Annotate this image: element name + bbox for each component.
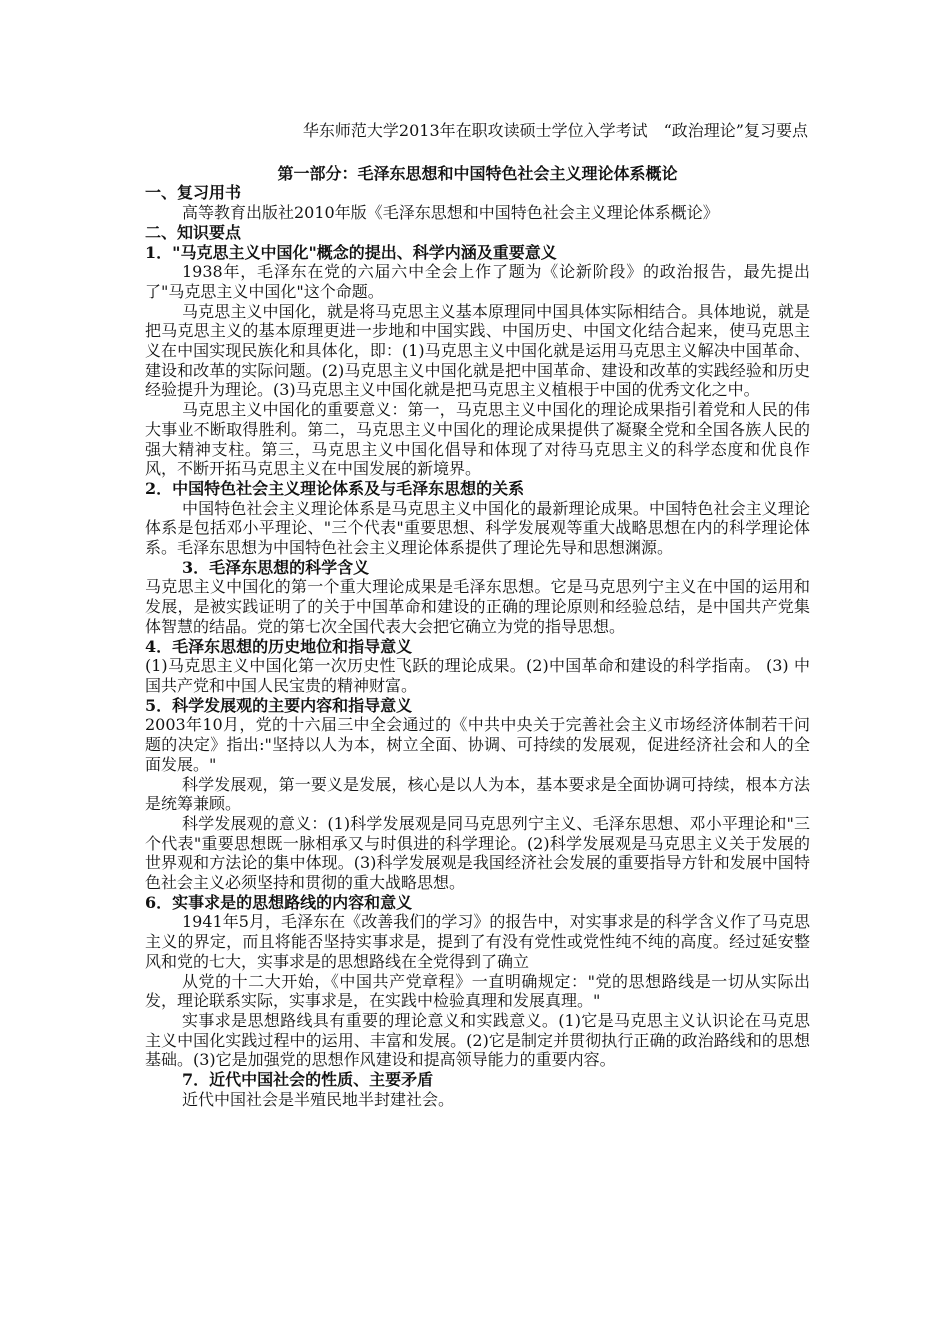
review-book-text: 高等教育出版社2010年版《毛泽东思想和中国特色社会主义理论体系概论》 [182,203,719,223]
item-1-paragraph: 1938年，毛泽东在党的六届六中全会上作了题为《论新阶段》的政治报告，最先提出了"马克思主义中国化"这个命题。 [145,262,810,301]
document-title: 华东师范大学2013年在职攻读硕士学位入学考试 “政治理论”复习要点 [302,121,808,140]
item-4-paragraph: (1)马克思主义中国化第一次历史性飞跃的理论成果。(2)中国革命和建设的科学指南。 (3) 中国共产党和中国人民宝贵的精神财富。 [145,656,810,695]
item-3-paragraph: 马克思主义中国化的第一个重大理论成果是毛泽东思想。它是马克思列宁主义在中国的运用和发展，是被实践证明了的关于中国革命和建设的正确的理论原则和经验总结，是中国共产党集体智慧的结晶。党的第七次全国代表大会把它确立为党的指导思想。 [145,577,810,636]
item-5-paragraph: 科学发展观，第一要义是发展，核心是以人为本，基本要求是全面协调可持续，根本方法是统筹兼顾。 [145,774,810,814]
item-5-heading: 5．科学发展观的主要内容和指导意义 [145,695,413,715]
item-5-paragraph: 科学发展观的意义：(1)科学发展观是同马克思列宁主义、毛泽东思想、邓小平理论和"三个代表"重要思想既一脉相承又与时俱进的科学理论。(2)科学发展观是马克思主义关于发展的世界观和方法论的集中体现。(3)科学发展观是我国经济社会发展的重要指导方针和发展中国特色社会主义必须坚持和贯彻的重大战略思想。 [145,813,810,893]
item-5-paragraph: 2003年10月，党的十六届三中全会通过的《中共中央关于完善社会主义市场经济体制若干问题的决定》指出:"坚持以人为本，树立全面、协调、可持续的发展观，促进经济社会和人的全面发展。" [145,715,810,774]
item-2-paragraph: 中国特色社会主义理论体系是马克思主义中国化的最新理论成果。中国特色社会主义理论体系是包括邓小平理论、"三个代表"重要思想、科学发展观等重大战略思想在内的科学理论体系。毛泽东思想为中国特色社会主义理论体系提供了理论先导和思想渊源。 [145,498,810,558]
document-body [145,121,810,1109]
item-6-paragraph: 1941年5月，毛泽东在《改善我们的学习》的报告中，对实事求是的科学含义作了马克思主义的界定，而且将能否坚持实事求是，提到了有没有党性或党性纯不纯的高度。经过延安整风和党的七大，实事求是的思想路线在全党得到了确立 [145,912,810,971]
item-3-heading: 3．毛泽东思想的科学含义 [182,557,370,577]
item-2-heading: 2．中国特色社会主义理论体系及与毛泽东思想的关系 [145,478,525,498]
item-7-heading: 7．近代中国社会的性质、主要矛盾 [182,1070,434,1090]
item-1-heading: 1．"马克思主义中国化"概念的提出、科学内涵及重要意义 [145,242,557,262]
item-1-paragraph: 马克思主义中国化，就是将马克思主义基本原理同中国具体实际相结合。具体地说，就是把马克思主义的基本原理更进一步地和中国实践、中国历史、中国文化结合起来，使马克思主义在中国实现民族化和具体化，即：(1)马克思主义中国化就是运用马克思主义解决中国革命、建设和改革的实际问题。(2)马克思主义中国化就是把中国革命、建设和改革的实践经验和历史经验提升为理论。(3)马克思主义中国化就是把马克思主义植根于中国的优秀文化之中。 [145,301,810,400]
item-6-paragraph: 从党的十二大开始，《中国共产党章程》一直明确规定："党的思想路线是一切从实际出发，理论联系实际，实事求是，在实践中检验真理和发展真理。" [145,971,810,1011]
item-6-heading: 6．实事求是的思想路线的内容和意义 [145,892,413,912]
item-1-paragraph: 马克思主义中国化的重要意义：第一，马克思主义中国化的理论成果指引着党和人民的伟大事业不断取得胜利。第二，马克思主义中国化的理论成果提供了凝聚全党和全国各族人民的强大精神支柱。第三，马克思主义中国化倡导和体现了对待马克思主义的科学态度和优良作风，不断开拓马克思主义在中国发展的新境界。 [145,400,810,479]
item-7-paragraph: 近代中国社会是半殖民地半封建社会。 [182,1089,455,1109]
part-title: 第一部分：毛泽东思想和中国特色社会主义理论体系概论 [277,163,678,183]
item-6-paragraph: 实事求是思想路线具有重要的理论意义和实践意义。(1)它是马克思主义认识论在马克思主义中国化实践过程中的运用、丰富和发展。(2)它是制定并贯彻执行正确的政治路线和的思想基础。(3)它是加强党的思想作风建设和提高领导能力的重要内容。 [145,1010,810,1070]
section-heading-key-points: 二、知识要点 [145,222,242,242]
item-4-heading: 4．毛泽东思想的历史地位和指导意义 [145,636,413,656]
section-heading-review-book: 一、复习用书 [145,183,242,203]
